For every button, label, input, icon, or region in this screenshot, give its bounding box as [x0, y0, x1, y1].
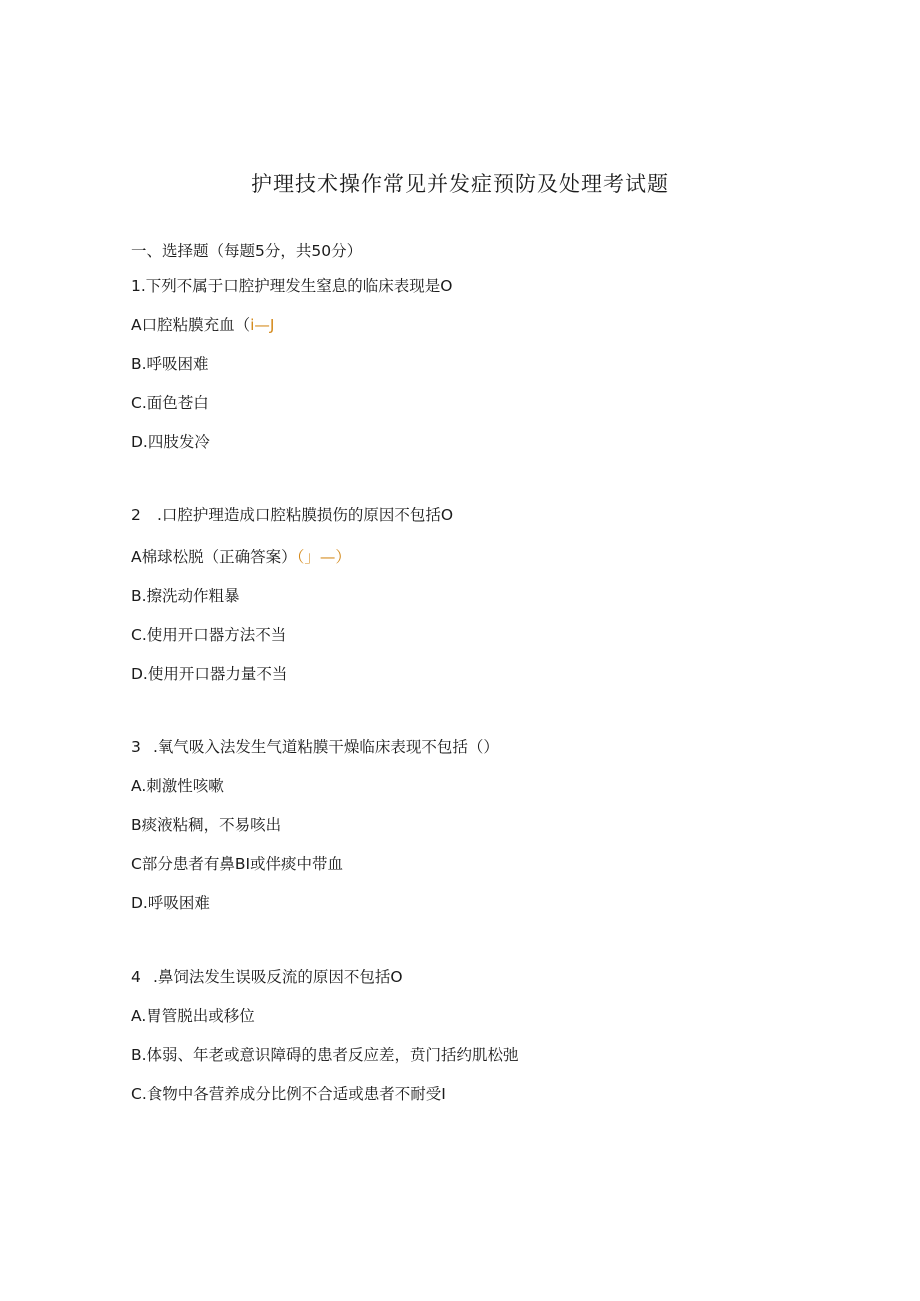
- question-text: .氧气吸入法发生气道粘膜干燥临床表现不包括（）: [153, 738, 499, 756]
- question-4: [131, 967, 403, 987]
- question-1: [131, 276, 453, 296]
- q2-option-c: C.使用开口器方法不当: [131, 626, 287, 644]
- q1-option-c: C.面色苍白: [131, 394, 209, 412]
- question-text: .口腔护理造成口腔粘膜损伤的原因不包括O: [157, 506, 454, 524]
- q1-option-d: D.四肢发冷: [131, 433, 210, 451]
- q2-option-d: D.使用开口器力量不当: [131, 665, 288, 683]
- q2-option-b: B.擦洗动作粗暴: [131, 587, 240, 605]
- question-2: [131, 505, 453, 525]
- section-heading: 一、选择题（每题5分，共50分）: [131, 242, 363, 260]
- option-text: A棉球松脱（正确答案）: [131, 548, 297, 566]
- question-number: 2: [131, 506, 141, 524]
- q4-option-a: A.胃管脱出或移位: [131, 1007, 255, 1025]
- q3-option-b: B痰液粘稠，不易咳出: [131, 816, 282, 834]
- q1-option-b: B.呼吸困难: [131, 355, 209, 373]
- option-text: A口腔粘膜充血（: [131, 316, 251, 334]
- q4-option-b: B.体弱、年老或意识障碍的患者反应差，贲门括约肌松弛: [131, 1046, 519, 1064]
- question-number: 1.: [131, 277, 146, 295]
- question-text: 下列不属于口腔护理发生窒息的临床表现是O: [145, 277, 453, 295]
- q2-option-a: [131, 547, 351, 567]
- question-number: 4: [131, 968, 141, 986]
- answer-mark: i—J: [250, 316, 275, 334]
- page-title: 护理技术操作常见并发症预防及处理考试题: [251, 172, 669, 196]
- question-3: [131, 737, 499, 757]
- q3-option-d: D.呼吸困难: [131, 894, 210, 912]
- q3-option-c: C部分患者有鼻BI或伴痰中带血: [131, 855, 344, 873]
- question-text: .鼻饲法发生误吸反流的原因不包括O: [153, 968, 403, 986]
- q4-option-c: C.食物中各营养成分比例不合适或患者不耐受I: [131, 1085, 446, 1103]
- question-number: 3: [131, 738, 141, 756]
- q1-option-a: [131, 315, 275, 335]
- q3-option-a: A.刺激性咳嗽: [131, 777, 224, 795]
- answer-mark: （」—）: [296, 548, 351, 566]
